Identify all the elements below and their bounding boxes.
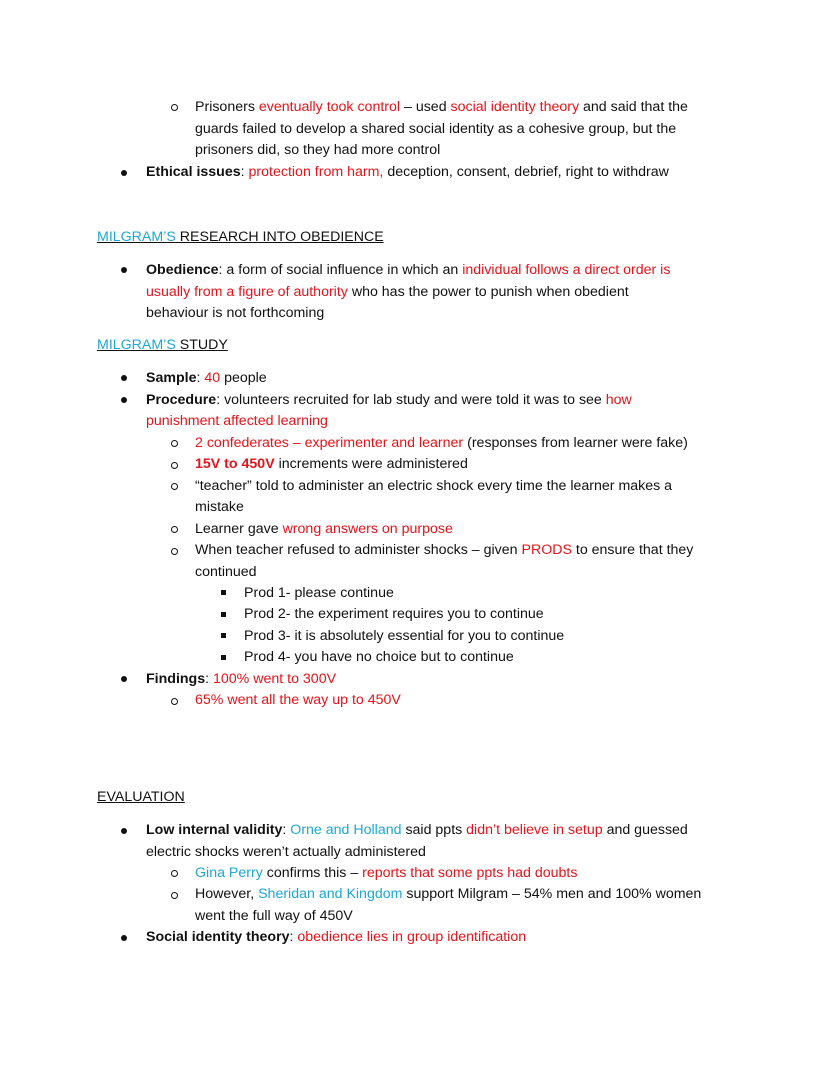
findings-sub-line: 65% went all the way up to 450V [195, 692, 401, 708]
bullet-icon [121, 676, 127, 682]
square-bullet-icon [221, 612, 226, 617]
bullet-icon [121, 397, 127, 403]
prod-item: Prod 2- the experiment requires you to continue [244, 606, 544, 622]
gina-perry-line: Gina Perry confirms this – reports that some ppts had doubts [195, 865, 578, 881]
prisoners-line-1: Prisoners eventually took control – used social identity theory and said that the [195, 99, 688, 115]
circle-bullet-icon [171, 483, 178, 490]
circle-bullet-icon [171, 104, 178, 111]
bullet-icon [121, 267, 127, 273]
prod-item: Prod 3- it is absolutely essential for you to continue [244, 628, 565, 644]
obedience-line-1: Obedience: a form of social influence in which an individual follows a direct order is [146, 262, 671, 278]
confederates-line: 2 confederates – experimenter and learner (responses from learner were fake) [195, 435, 688, 451]
teacher-line-1: “teacher” told to administer an electric shock every time the learner makes a [195, 478, 673, 494]
bullet-icon [121, 170, 127, 176]
low-validity-line-1: Low internal validity: Orne and Holland said ppts didn’t believe in setup and guessed [146, 822, 688, 838]
learner-line: Learner gave wrong answers on purpose [195, 521, 453, 537]
circle-bullet-icon [171, 870, 178, 877]
square-bullet-icon [221, 590, 226, 595]
procedure-line-2: punishment affected learning [146, 413, 328, 429]
ethical-issues-line: Ethical issues: protection from harm, deception, consent, debrief, right to withdraw [146, 164, 669, 180]
sample-line: Sample: 40 people [146, 370, 267, 386]
heading-milgram-study: MILGRAM’S STUDY [97, 337, 228, 353]
circle-bullet-icon [171, 892, 178, 899]
low-validity-line-2: electric shocks weren’t actually administered [146, 844, 426, 860]
circle-bullet-icon [171, 698, 178, 705]
bullet-icon [121, 935, 127, 941]
obedience-line-3: behaviour is not forthcoming [146, 305, 325, 321]
circle-bullet-icon [171, 526, 178, 533]
bullet-icon [121, 375, 127, 381]
circle-bullet-icon [171, 548, 178, 555]
bullet-icon [121, 828, 127, 834]
heading-evaluation: EVALUATION [97, 789, 185, 805]
square-bullet-icon [221, 655, 226, 660]
refuse-line-2: continued [195, 564, 257, 580]
prisoners-line-2: guards failed to develop a shared social identity as a cohesive group, but the [195, 121, 677, 137]
voltage-line: 15V to 450V increments were administered [195, 456, 468, 472]
findings-line: Findings: 100% went to 300V [146, 671, 337, 687]
square-bullet-icon [221, 633, 226, 638]
obedience-line-2: usually from a figure of authority who has the power to punish when obedient [146, 284, 629, 300]
prod-item: Prod 1- please continue [244, 585, 394, 601]
circle-bullet-icon [171, 440, 178, 447]
teacher-line-2: mistake [195, 499, 244, 515]
circle-bullet-icon [171, 462, 178, 469]
procedure-line-1: Procedure: volunteers recruited for lab study and were told it was to see how [146, 392, 632, 408]
refuse-line-1: When teacher refused to administer shocks – given PRODS to ensure that they [195, 542, 694, 558]
prisoners-line-3: prisoners did, so they had more control [195, 142, 441, 158]
however-line-2: went the full way of 450V [195, 908, 353, 924]
social-identity-line: Social identity theory: obedience lies in group identification [146, 929, 527, 945]
however-line-1: However, Sheridan and Kingdom support Milgram – 54% men and 100% women [195, 886, 702, 902]
prod-item: Prod 4- you have no choice but to continue [244, 649, 514, 665]
heading-research-obedience: MILGRAM’S RESEARCH INTO OBEDIENCE [97, 229, 384, 245]
